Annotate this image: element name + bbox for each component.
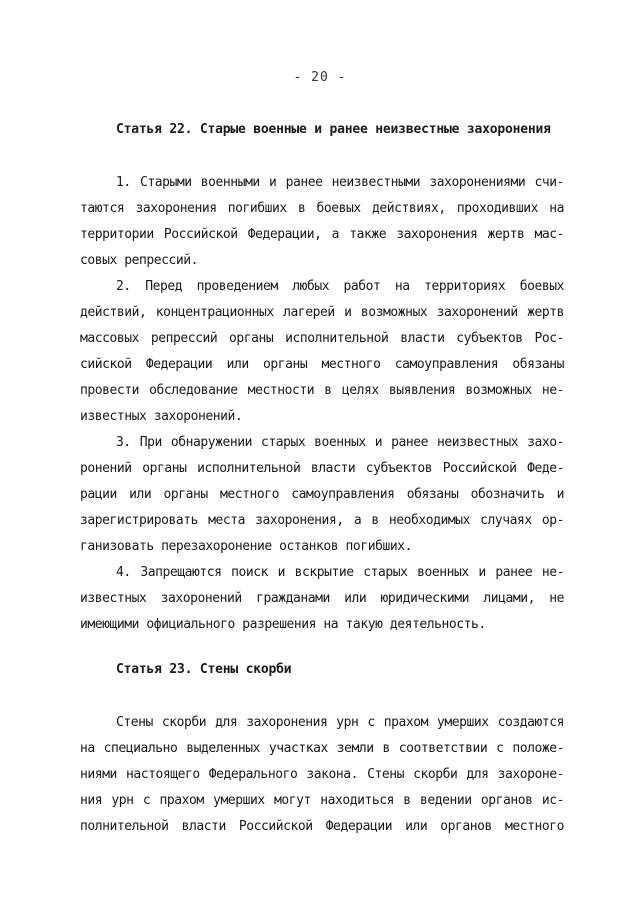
article-22-line: известных захоронений. <box>80 409 243 424</box>
article-23-line: Стены скорби для захоронения урн с прахом умерших создаются <box>116 715 564 730</box>
article-22-line: зарегистрировать места захоронения, а в необходимых случаях ор- <box>80 513 564 528</box>
article-22-line: ронений органы исполнительной власти субъектов Российской Феде- <box>80 461 564 476</box>
article-22-heading: Статья 22. Старые военные и ранее неизвестные захоронения <box>116 122 551 137</box>
article-22-line: рации или органы местного самоуправления обязаны обозначить и <box>80 487 564 502</box>
article-22-line: 3. При обнаружении старых военных и ранее неизвестных захо- <box>116 435 564 450</box>
article-22-line: провести обследование местности в целях выявления возможных не- <box>80 383 564 398</box>
page-number: - 20 - <box>293 70 347 85</box>
article-22-line: ганизовать перезахоронение останков погибших. <box>80 539 412 554</box>
article-22-line: сийской Федерации или органы местного самоуправления обязаны <box>80 357 564 372</box>
article-23-heading: Статья 23. Стены скорби <box>116 662 292 677</box>
article-23-line: ния урн с прахом умерших могут находиться в ведении органов ис- <box>80 793 564 808</box>
article-22-line: территории Российской Федерации, а также захоронения жертв мас- <box>80 227 564 242</box>
article-22-line: имеющими официального разрешения на такую деятельность. <box>80 617 486 632</box>
article-23-line: на специально выделенных участках земли в соответствии с положе- <box>80 741 564 756</box>
article-22-line: действий, концентрационных лагерей и возможных захоронений жертв <box>80 305 564 320</box>
article-23-line: полнительной власти Российской Федерации или органов местного <box>80 819 564 834</box>
article-22-line: 4. Запрещаются поиск и вскрытие старых военных и ранее не- <box>116 565 564 580</box>
article-23-line: ниями настоящего Федерального закона. Стены скорби для захороне- <box>80 767 564 782</box>
article-22-line: массовых репрессий органы исполнительной власти субъектов Рос- <box>80 331 564 346</box>
article-22-line: таются захоронения погибших в боевых действиях, проходивших на <box>80 201 564 216</box>
article-22-line: совых репрессий. <box>80 253 199 268</box>
article-22-line: 2. Перед проведением любых работ на территориях боевых <box>116 279 564 294</box>
article-22-line: известных захоронений гражданами или юридическими лицами, не <box>80 591 564 606</box>
article-22-line: 1. Старыми военными и ранее неизвестными захоронениями счи- <box>116 175 564 190</box>
